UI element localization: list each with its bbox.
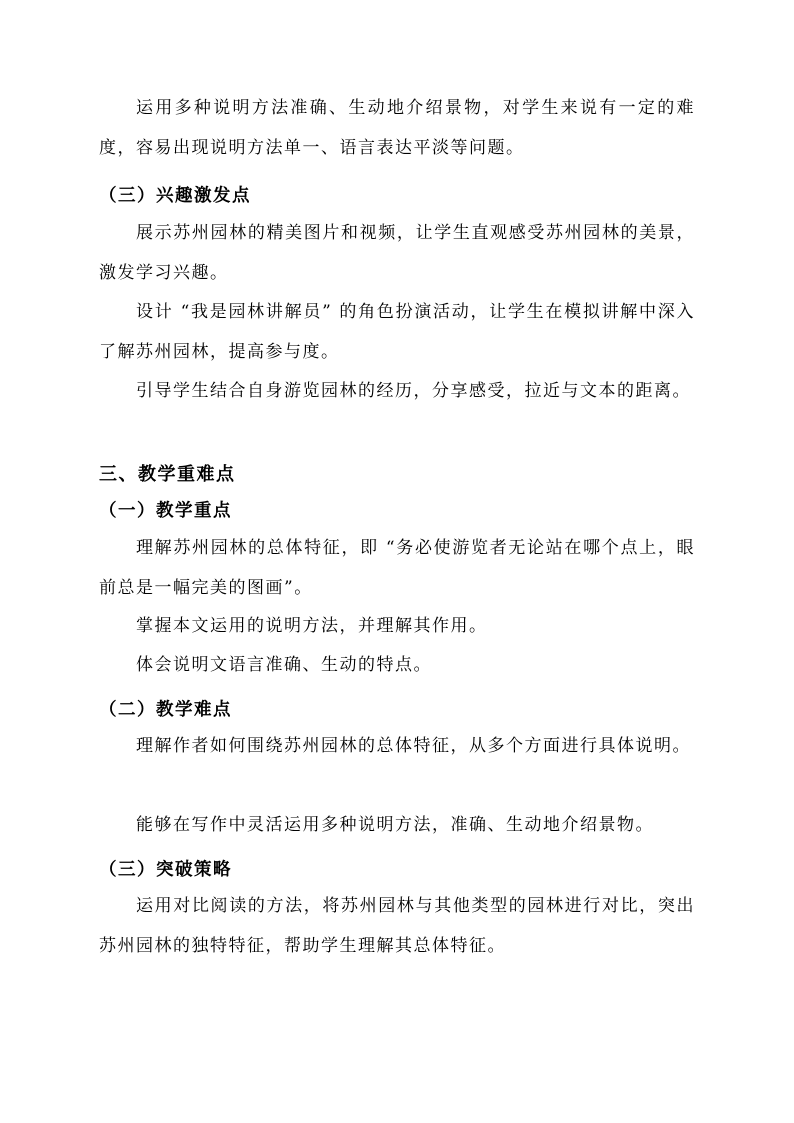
heading-teaching-focus: （一）教学重点: [99, 501, 232, 521]
paragraph-author-structure: 理解作者如何围绕苏州园林的总体特征，从多个方面进行具体说明。: [136, 736, 691, 756]
paragraph-methods: 掌握本文运用的说明方法，并理解其作用。: [136, 616, 488, 636]
heading-key-difficulties: 三、教学重难点: [99, 464, 236, 485]
heading-interest-points: （三）兴趣激发点: [99, 186, 251, 206]
heading-teaching-difficulty: （二）教学难点: [99, 700, 232, 720]
paragraph-difficulty-description: 运用多种说明方法准确、生动地介绍景物，对学生来说有一定的难度，容易出现说明方法单一、语言表达平淡等问题。: [99, 98, 695, 158]
paragraph-comparative-reading: 运用对比阅读的方法，将苏州园林与其他类型的园林进行对比，突出苏州园林的独特特征，帮助学生理解其总体特征。: [99, 896, 695, 956]
paragraph-share-experience: 引导学生结合自身游览园林的经历，分享感受，拉近与文本的距离。: [136, 381, 691, 401]
paragraph-overall-feature: 理解苏州园林的总体特征，即 “务必使游览者无论站在哪个点上，眼前总是一幅完美的图画”。: [99, 538, 695, 598]
paragraph-show-images: 展示苏州园林的精美图片和视频，让学生直观感受苏州园林的美景，激发学习兴趣。: [99, 223, 695, 283]
heading-breakthrough-strategy: （三）突破策略: [99, 860, 232, 880]
paragraph-writing-application: 能够在写作中灵活运用多种说明方法，准确、生动地介绍景物。: [136, 815, 654, 835]
paragraph-language: 体会说明文语言准确、生动的特点。: [136, 655, 432, 675]
paragraph-role-play: 设计 “我是园林讲解员” 的角色扮演活动，让学生在模拟讲解中深入了解苏州园林，提高参与度。: [99, 302, 695, 362]
